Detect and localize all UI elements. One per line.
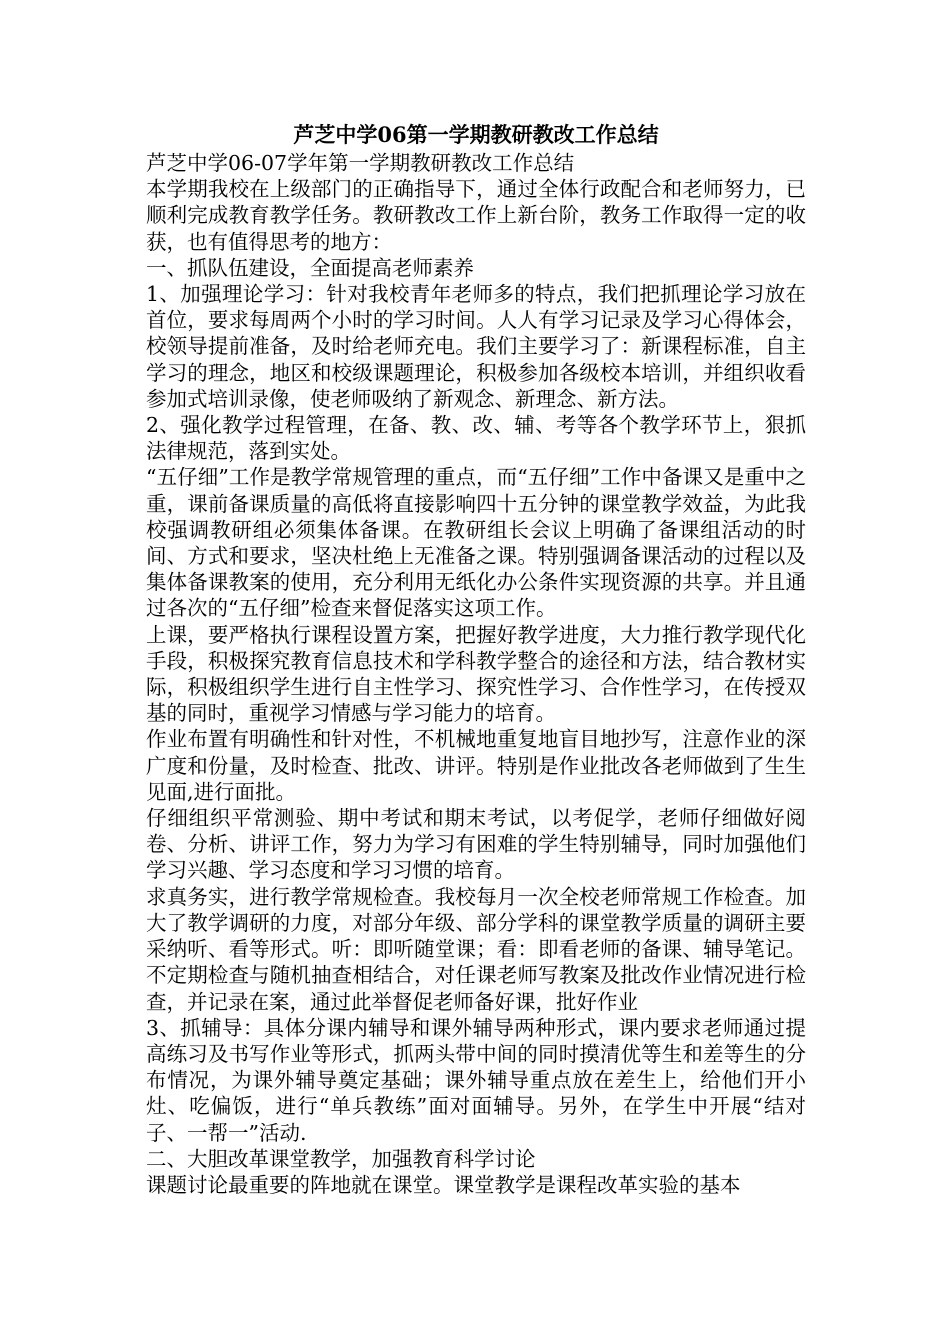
paragraph-exams: 仔细组织平常测验、期中考试和期末考试，以考促学，老师仔细做好阅卷、分析、讲评工作，努力为学习有困难的学生特别辅导，同时加强他们学习兴趣、学习态度和学习习惯的培育。 — [146, 806, 806, 883]
paragraph-tutoring: 3、抓辅导：具体分课内辅导和课外辅导两种形式，课内要求老师通过提高练习及书写作业等形式，抓两头带中间的同时摸清优等生和差等生的分布情况，为课外辅导奠定基础；课外辅导重点放在差生上，给他们开小灶、吃偏饭，进行“单兵教练”面对面辅导。另外，在学生中开展“结对子、一帮一”活动. — [146, 1015, 806, 1145]
paragraph-theory-study: 1、加强理论学习：针对我校青年老师多的特点，我们把抓理论学习放在首位，要求每周两个小时的学习时间。人人有学习记录及学习心得体会，校领导提前准备，及时给老师充电。我们主要学习了：新课程标准，自主学习的理念，地区和校级课题理论，积极参加各级校本培训，并组织收看参加式培训录像，使老师吸纳了新观念、新理念、新方法。 — [146, 282, 806, 411]
paragraph-intro: 本学期我校在上级部门的正确指导下，通过全体行政配合和老师努力，已顺利完成教育教学任务。教研教改工作上新台阶，教务工作取得一定的收获，也有值得思考的地方： — [146, 177, 806, 254]
paragraph-classes: 上课，要严格执行课程设置方案，把握好教学进度，大力推行教学现代化手段，积极探究教育信息技术和学科教学整合的途径和方法，结合教材实际，积极组织学生进行自主性学习、探究性学习、合作性学习，在传授双基的同时，重视学习情感与学习能力的培育。 — [146, 622, 806, 726]
paragraph-inspection: 求真务实，进行教学常规检查。我校每月一次全校老师常规工作检查。加大了教学调研的力度，对部分年级、部分学科的课堂教学质量的调研主要采纳听、看等形式。听：即听随堂课；看：即看老师的备课、辅导笔记。不定期检查与随机抽查相结合，对任课老师写教案及批改作业情况进行检查，并记录在案，通过此举督促老师备好课，批好作业 — [146, 884, 806, 1014]
document-body — [146, 120, 806, 1198]
paragraph-research: 课题讨论最重要的阵地就在课堂。课堂教学是课程改革实验的基本 — [146, 1172, 741, 1197]
section-heading-2: 二、大胆改革课堂教学，加强教育科学讨论 — [146, 1146, 536, 1171]
paragraph-homework: 作业布置有明确性和针对性，不机械地重复地盲目地抄写，注意作业的深广度和份量，及时检查、批改、讲评。特别是作业批改各老师做到了生生见面,进行面批。 — [146, 727, 806, 804]
document-title: 芦芝中学06第一学期教研教改工作总结 — [293, 122, 659, 147]
paragraph-subtitle: 芦芝中学06-07学年第一学期教研教改工作总结 — [146, 151, 575, 175]
section-heading-1: 一、抓队伍建设，全面提高老师素养 — [146, 255, 474, 280]
paragraph-process-management: 2、强化教学过程管理，在备、教、改、辅、考等各个教学环节上，狠抓法律规范，落到实处。 — [146, 413, 806, 464]
paragraph-five-careful: “五仔细”工作是教学常规管理的重点，而“五仔细”工作中备课又是重中之重，课前备课质量的高低将直接影响四十五分钟的课堂教学效益，为此我校强调教研组必须集体备课。在教研组长会议上明确了备课组活动的时间、方式和要求，坚决杜绝上无准备之课。特别强调备课活动的过程以及集体备课教案的使用，充分利用无纸化办公条件实现资源的共享。并且通过各次的“五仔细”检查来督促落实这项工作。 — [146, 465, 806, 621]
